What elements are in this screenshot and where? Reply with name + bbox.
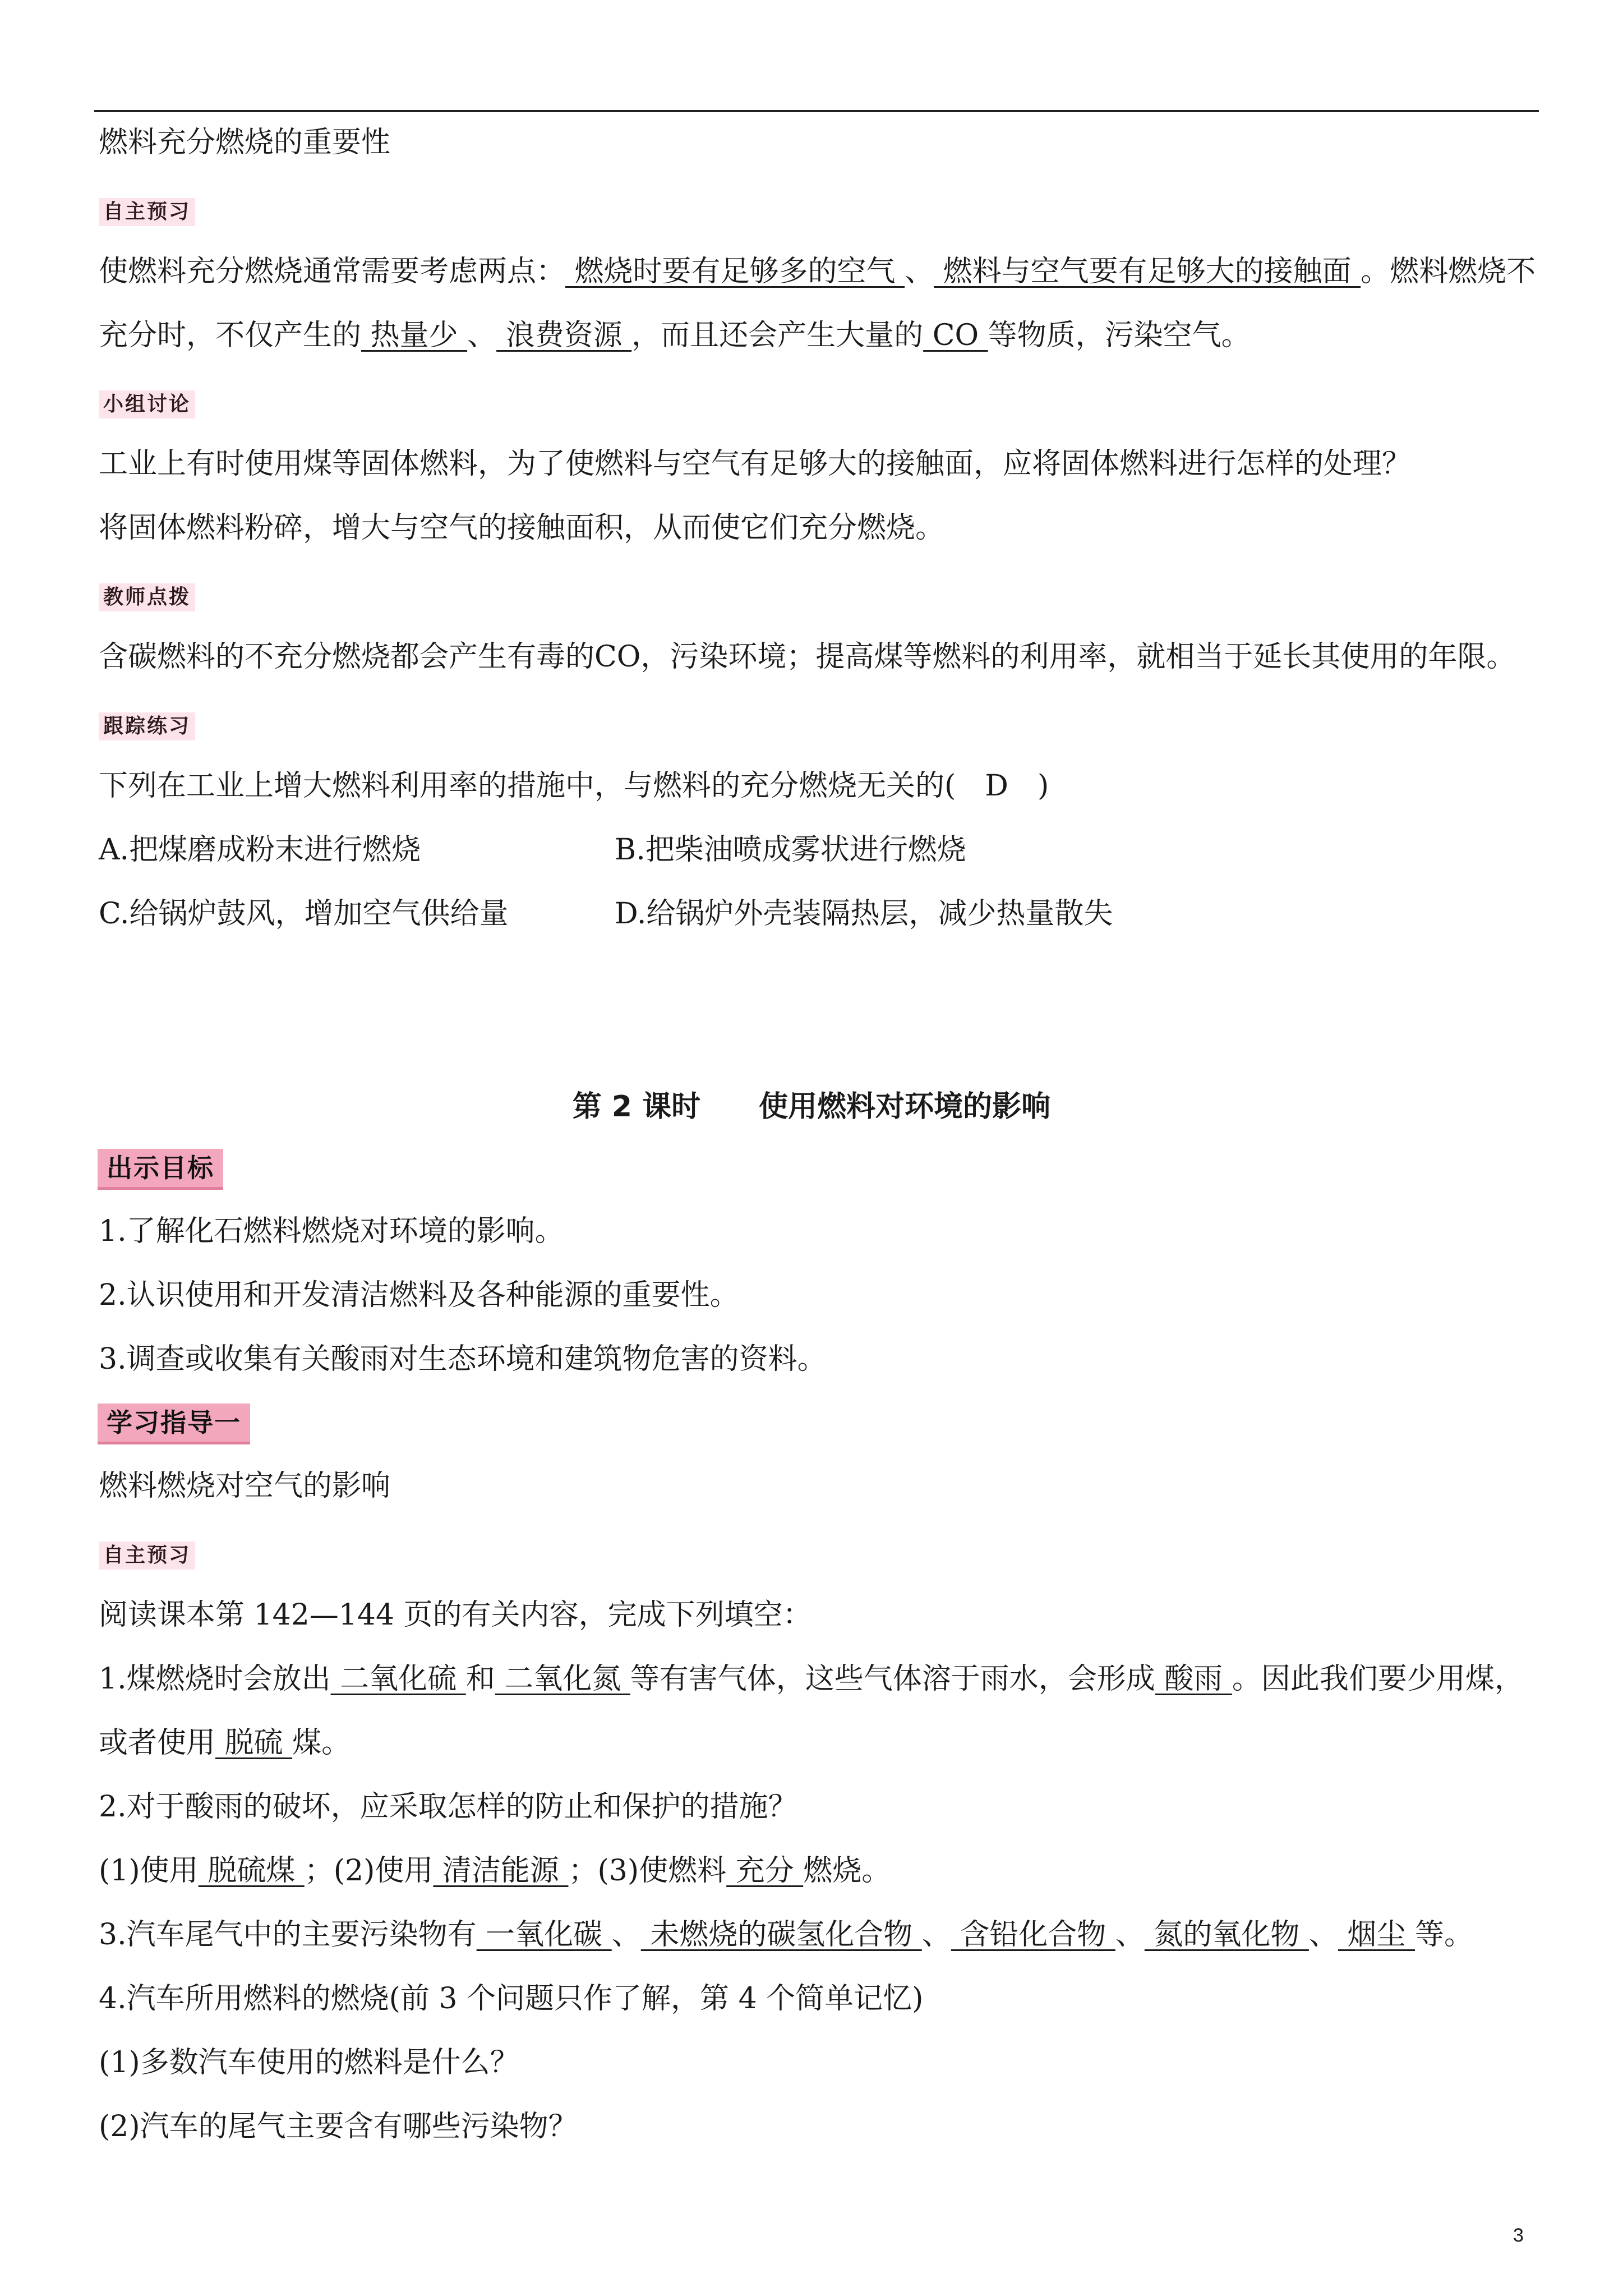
reading-intro: 阅读课本第 142—144 页的有关内容，完成下列填空：	[99, 1598, 812, 1632]
question-4-2: (2)汽车的尾气主要含有哪些污染物？	[99, 2110, 578, 2143]
blank-answer: 酸雨	[1155, 1662, 1232, 1696]
option-c: C.给锅炉鼓风，增加空气供给量	[99, 897, 509, 931]
blank-answer: 燃料与空气要有足够大的接触面	[934, 255, 1361, 288]
option-a: A.把煤磨成粉末进行燃烧	[99, 833, 421, 867]
tag-self-preview-2: 自主预习	[99, 1542, 195, 1570]
goal-item: 2.认识使用和开发清洁燃料及各种能源的重要性。	[99, 1278, 739, 1312]
blank-answer: 二氧化硫	[330, 1662, 466, 1696]
blank-answer: 脱硫煤	[198, 1854, 305, 1888]
discussion-question: 工业上有时使用煤等固体燃料，为了使燃料与空气有足够大的接触面，应将固体燃料进行怎样的处理？	[99, 447, 1412, 481]
practice-question: 下列在工业上增大燃料利用率的措施中，与燃料的充分燃烧无关的( D )	[99, 769, 1049, 803]
banner-goals: 出示目标	[98, 1149, 223, 1190]
tag-group-discussion: 小组讨论	[99, 390, 195, 418]
blank-answer: CO	[923, 319, 988, 352]
option-b: B.把柴油喷成雾状进行燃烧	[615, 833, 966, 867]
blank-answer: 烟尘	[1338, 1918, 1415, 1952]
blank-answer: 含铅化合物	[951, 1918, 1115, 1952]
blank-answer: 热量少	[361, 319, 468, 352]
tag-self-preview: 自主预习	[99, 198, 195, 226]
blank-answer: 一氧化碳	[476, 1918, 612, 1952]
discussion-answer: 将固体燃料粉碎，增大与空气的接触面积，从而使它们充分燃烧。	[99, 511, 945, 545]
goal-item: 3.调查或收集有关酸雨对生态环境和建筑物危害的资料。	[99, 1342, 827, 1376]
blank-answer: 充分	[726, 1854, 804, 1888]
page-number: 3	[1513, 2225, 1524, 2246]
tag-practice: 跟踪练习	[99, 712, 195, 740]
option-d: D.给锅炉外壳装隔热层，减少热量散失	[615, 897, 1113, 931]
blank-answer: 未燃烧的碳氢化合物	[640, 1918, 922, 1952]
goal-item: 1.了解化石燃料燃烧对环境的影响。	[99, 1214, 564, 1248]
question-3: 3.汽车尾气中的主要污染物有 一氧化碳 、 未燃烧的碳氢化合物 、 含铅化合物 、 氮的氧化物 、 烟尘 等。	[99, 1918, 1474, 1952]
question-4-1: (1)多数汽车使用的燃料是什么？	[99, 2046, 519, 2079]
fill-line-1: 使燃料充分燃烧通常需要考虑两点： 燃烧时要有足够多的空气 、 燃料与空气要有足够大的接触面 。燃料燃烧不	[99, 255, 1536, 288]
question-1-line-2: 或者使用 脱硫 煤。	[99, 1726, 351, 1760]
question-1-line-1: 1.煤燃烧时会放出 二氧化硫 和 二氧化氮 等有害气体，这些气体溶于雨水，会形成 酸雨 。因此我们要少用煤，	[99, 1662, 1524, 1696]
guide-heading: 燃料燃烧对空气的影响	[99, 1469, 391, 1503]
blank-answer: 燃烧时要有足够多的空气	[565, 255, 905, 288]
teacher-text: 含碳燃料的不充分燃烧都会产生有毒的CO，污染环境；提高煤等燃料的利用率，就相当于延长其使用的年限。	[99, 640, 1516, 674]
question-4: 4.汽车所用燃料的燃烧(前 3 个问题只作了解，第 4 个简单记忆)	[99, 1982, 924, 2016]
lesson-title: 第 2 课时 使用燃料对环境的影响	[572, 1090, 1051, 1124]
blank-answer: 清洁能源	[433, 1854, 569, 1888]
fill-line-2: 充分时，不仅产生的 热量少 、 浪费资源 ，而且还会产生大量的 CO 等物质，污染空气。	[99, 319, 1251, 352]
section-heading: 燃料充分燃烧的重要性	[99, 126, 391, 159]
blank-answer: 脱硫	[215, 1726, 293, 1760]
blank-answer: 二氧化氮	[495, 1662, 630, 1696]
blank-answer: 浪费资源	[496, 319, 632, 352]
tag-teacher-tips: 教师点拨	[99, 583, 195, 611]
blank-answer: 氮的氧化物	[1144, 1918, 1309, 1952]
question-2: 2.对于酸雨的破坏，应采取怎样的防止和保护的措施？	[99, 1790, 797, 1824]
header-rule	[94, 110, 1539, 112]
banner-guide: 学习指导一	[98, 1404, 250, 1444]
question-2-fill: (1)使用 脱硫煤 ；(2)使用 清洁能源 ；(3)使燃料 充分 燃烧。	[99, 1854, 891, 1888]
